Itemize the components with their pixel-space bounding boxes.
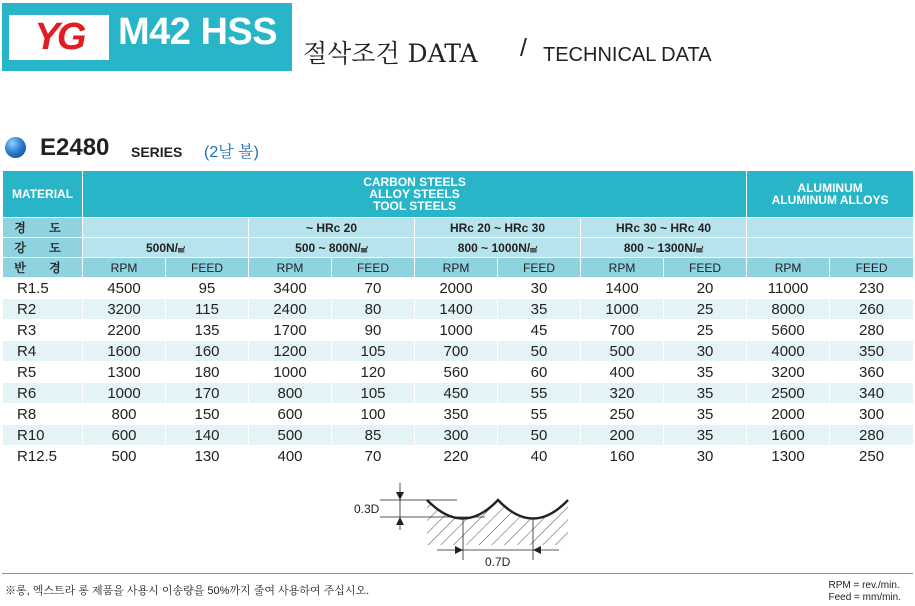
rpm-cell: 160 (581, 446, 664, 467)
rpm-cell: 450 (415, 383, 498, 404)
rpm-cell: 1300 (83, 362, 166, 383)
feed-cell: 300 (830, 404, 914, 425)
rpm-cell: 1200 (249, 341, 332, 362)
footer-note: ※롱, 엑스트라 롱 제품을 사용시 이송량을 50%까지 줄여 사용하여 주십시오. (5, 585, 370, 597)
strength-value: 500N/ (145, 240, 179, 255)
rpm-cell: 1000 (83, 383, 166, 404)
group-line: ALUMINUM (797, 181, 863, 195)
feed-cell: 60 (498, 362, 581, 383)
table-row (3, 299, 914, 320)
rpm-cell: 2000 (747, 404, 830, 425)
rpm-cell: 3200 (83, 299, 166, 320)
pitch-arrow-head (533, 546, 541, 554)
table-row (3, 404, 914, 425)
rpm-cell: 4000 (747, 341, 830, 362)
feed-cell: 260 (830, 299, 914, 320)
rpm-cell: 700 (581, 320, 664, 341)
cutting-data-table (2, 170, 914, 467)
feed-header: FEED (166, 258, 249, 278)
feed-cell: 340 (830, 383, 914, 404)
rpm-cell: 1000 (581, 299, 664, 320)
feed-header: FEED (498, 258, 581, 278)
feed-cell: 50 (498, 425, 581, 446)
material-header: MATERIAL (3, 171, 83, 218)
feed-cell: 250 (830, 446, 914, 467)
rpm-cell: 350 (415, 404, 498, 425)
feed-cell: 70 (332, 446, 415, 467)
rpm-cell: 1000 (249, 362, 332, 383)
rpm-cell: 300 (415, 425, 498, 446)
depth-arrow-head (396, 492, 404, 500)
rpm-cell: 1400 (581, 278, 664, 299)
feed-cell: 120 (332, 362, 415, 383)
feed-cell: 140 (166, 425, 249, 446)
radius-cell: R6 (3, 383, 83, 404)
rpm-cell: 2400 (249, 299, 332, 320)
radius-cell: R1.5 (3, 278, 83, 299)
rpm-cell: 800 (249, 383, 332, 404)
table-row (3, 362, 914, 383)
rpm-header: RPM (747, 258, 830, 278)
strength-unit: ㎟ (696, 246, 704, 254)
page-title-korean: 절삭조건 DATA (303, 39, 478, 68)
group-line: ALLOY STEELS (369, 187, 460, 201)
feed-cell: 90 (332, 320, 415, 341)
rpm-cell: 560 (415, 362, 498, 383)
brand-logo (9, 15, 109, 60)
feed-cell: 135 (166, 320, 249, 341)
rpm-cell: 1700 (249, 320, 332, 341)
group-line: CARBON STEELS (363, 175, 466, 189)
strength-cell (581, 238, 747, 258)
feed-cell: 170 (166, 383, 249, 404)
feed-cell: 360 (830, 362, 914, 383)
series-word: SERIES (131, 144, 183, 160)
series-code: E2480 (40, 134, 110, 161)
hardness-label: 경 도 (3, 218, 83, 238)
steels-group-header (83, 171, 747, 218)
strength-label: 강 도 (3, 238, 83, 258)
strength-cell (249, 238, 415, 258)
rpm-cell: 8000 (747, 299, 830, 320)
rpm-cell: 1400 (415, 299, 498, 320)
feed-cell: 115 (166, 299, 249, 320)
rpm-cell: 800 (83, 404, 166, 425)
feed-cell: 30 (664, 446, 747, 467)
strength-cell (415, 238, 581, 258)
strength-cell (747, 238, 914, 258)
feed-cell: 95 (166, 278, 249, 299)
rpm-cell: 4500 (83, 278, 166, 299)
rpm-header: RPM (83, 258, 166, 278)
rpm-cell: 2500 (747, 383, 830, 404)
strength-value: 800 ~ 1300N/ (623, 240, 697, 255)
header-banner (2, 3, 292, 71)
depth-arrow-head (396, 517, 404, 525)
feed-cell: 20 (664, 278, 747, 299)
feed-cell: 100 (332, 404, 415, 425)
feed-cell: 130 (166, 446, 249, 467)
bullet-ball-icon (5, 137, 26, 158)
rpm-cell: 500 (83, 446, 166, 467)
group-line: ALUMINUM ALLOYS (771, 193, 889, 207)
radius-cell: R3 (3, 320, 83, 341)
rpm-cell: 320 (581, 383, 664, 404)
table-row (3, 320, 914, 341)
strength-unit: ㎟ (178, 246, 186, 254)
feed-cell: 30 (664, 341, 747, 362)
hardness-cell (83, 218, 249, 238)
feed-cell: 105 (332, 383, 415, 404)
logo-text: YG (34, 16, 84, 58)
rpm-cell: 600 (83, 425, 166, 446)
radius-cell: R8 (3, 404, 83, 425)
radius-cell: R2 (3, 299, 83, 320)
rpm-cell: 1600 (83, 341, 166, 362)
pitch-arrow-head (455, 546, 463, 554)
rpm-cell: 400 (581, 362, 664, 383)
feed-cell: 45 (498, 320, 581, 341)
strength-unit: ㎟ (360, 246, 368, 254)
feed-cell: 230 (830, 278, 914, 299)
strength-value: 500 ~ 800N/ (295, 240, 361, 255)
feed-header: FEED (332, 258, 415, 278)
rpm-cell: 1000 (415, 320, 498, 341)
rpm-cell: 700 (415, 341, 498, 362)
table-row (3, 341, 914, 362)
feed-cell: 50 (498, 341, 581, 362)
depth-label: 0.3D (354, 502, 380, 516)
feed-cell: 180 (166, 362, 249, 383)
rpm-cell: 1600 (747, 425, 830, 446)
rpm-cell: 500 (249, 425, 332, 446)
hardness-cell: HRc 20 ~ HRc 30 (415, 218, 581, 238)
rpm-cell: 2200 (83, 320, 166, 341)
feed-cell: 105 (332, 341, 415, 362)
hardness-cell: ~ HRc 20 (249, 218, 415, 238)
strength-cell (83, 238, 249, 258)
rpm-cell: 600 (249, 404, 332, 425)
strength-unit: ㎟ (530, 246, 538, 254)
feed-cell: 85 (332, 425, 415, 446)
rpm-cell: 11000 (747, 278, 830, 299)
rpm-cell: 1300 (747, 446, 830, 467)
feed-cell: 35 (664, 383, 747, 404)
feed-cell: 55 (498, 404, 581, 425)
rpm-cell: 220 (415, 446, 498, 467)
radius-cell: R4 (3, 341, 83, 362)
feed-cell: 80 (332, 299, 415, 320)
title-separator: / (520, 34, 527, 62)
units-feed: Feed = mm/min. (828, 592, 901, 603)
radius-cell: R10 (3, 425, 83, 446)
product-title: M42 HSS (118, 11, 278, 53)
feed-cell: 35 (664, 362, 747, 383)
rpm-cell: 200 (581, 425, 664, 446)
hardness-cell: HRc 30 ~ HRc 40 (581, 218, 747, 238)
table-row (3, 278, 914, 299)
series-note: (2날 볼) (204, 144, 259, 161)
feed-cell: 280 (830, 425, 914, 446)
table-row (3, 446, 914, 467)
feed-cell: 150 (166, 404, 249, 425)
feed-cell: 350 (830, 341, 914, 362)
feed-cell: 55 (498, 383, 581, 404)
radius-cell: R5 (3, 362, 83, 383)
pitch-label: 0.7D (485, 555, 511, 569)
table-body (3, 278, 914, 467)
aluminum-group-header (747, 171, 914, 218)
feed-cell: 70 (332, 278, 415, 299)
feed-cell: 35 (498, 299, 581, 320)
feed-cell: 280 (830, 320, 914, 341)
table-row (3, 383, 914, 404)
strength-value: 800 ~ 1000N/ (457, 240, 531, 255)
rpm-header: RPM (415, 258, 498, 278)
rpm-cell: 250 (581, 404, 664, 425)
group-line: TOOL STEELS (373, 199, 456, 213)
feed-header: FEED (664, 258, 747, 278)
rpm-header: RPM (249, 258, 332, 278)
page-title-english: TECHNICAL DATA (543, 44, 712, 66)
feed-cell: 25 (664, 299, 747, 320)
hatched-workpiece (427, 500, 568, 545)
hardness-cell (747, 218, 914, 238)
feed-cell: 40 (498, 446, 581, 467)
feed-cell: 35 (664, 404, 747, 425)
rpm-cell: 5600 (747, 320, 830, 341)
cut-profile-diagram (345, 475, 575, 570)
table-row (3, 425, 914, 446)
radius-label: 반 경 (3, 258, 83, 278)
rpm-cell: 3200 (747, 362, 830, 383)
rpm-cell: 400 (249, 446, 332, 467)
units-legend (828, 580, 901, 604)
units-rpm: RPM = rev./min. (828, 580, 900, 591)
rpm-cell: 3400 (249, 278, 332, 299)
feed-header: FEED (830, 258, 914, 278)
radius-cell: R12.5 (3, 446, 83, 467)
footer-divider (2, 573, 913, 574)
feed-cell: 25 (664, 320, 747, 341)
feed-cell: 35 (664, 425, 747, 446)
rpm-cell: 2000 (415, 278, 498, 299)
rpm-header: RPM (581, 258, 664, 278)
feed-cell: 160 (166, 341, 249, 362)
feed-cell: 30 (498, 278, 581, 299)
rpm-cell: 500 (581, 341, 664, 362)
